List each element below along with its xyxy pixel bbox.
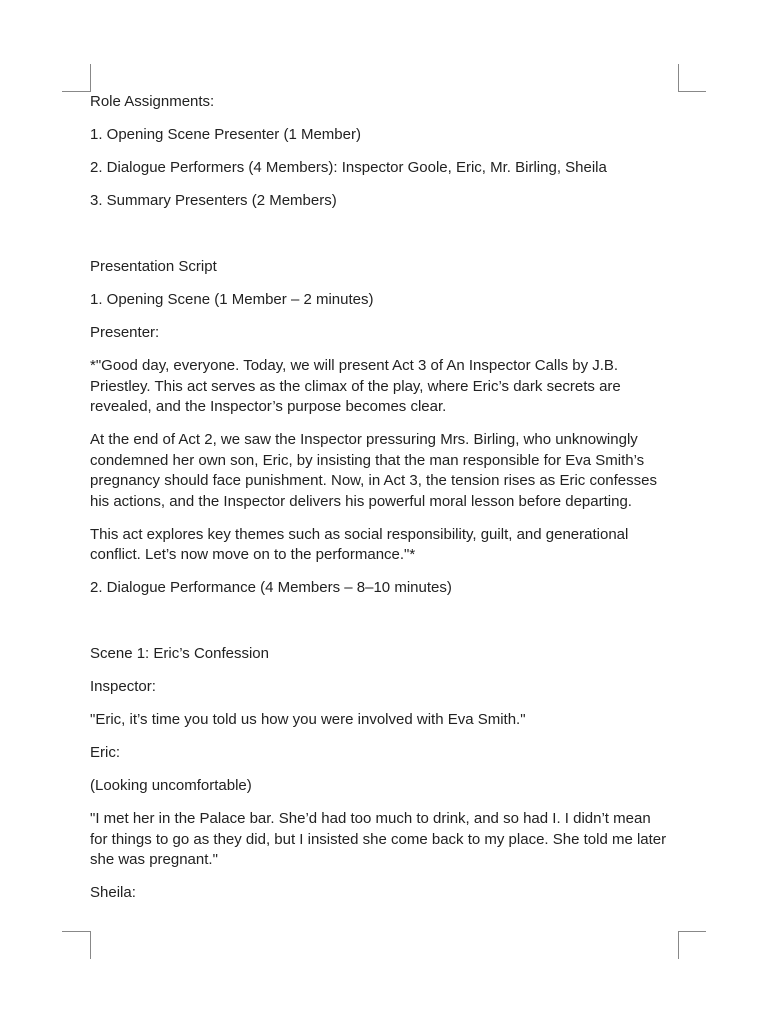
- paragraph: *"Good day, everyone. Today, we will present Act 3 of An Inspector Calls by J.B. Priestley. This act serves as the climax of the play, where Eric’s dark secrets are revealed, and the Inspector’s purpose becomes clear.: [90, 357, 621, 415]
- paragraph: 3. Summary Presenters (2 Members): [90, 192, 337, 209]
- paragraph: Role Assignments:: [90, 93, 215, 110]
- paragraph: Inspector:: [90, 678, 156, 695]
- paragraph: 2. Dialogue Performance (4 Members – 8–10 minutes): [90, 579, 452, 596]
- paragraph: Presentation Script: [90, 258, 217, 275]
- paragraph: 2. Dialogue Performers (4 Members): Inspector Goole, Eric, Mr. Birling, Sheila: [90, 159, 607, 176]
- paragraph: (Looking uncomfortable): [90, 777, 252, 794]
- paragraph: 1. Opening Scene Presenter (1 Member): [90, 126, 361, 143]
- paragraph: At the end of Act 2, we saw the Inspector pressuring Mrs. Birling, who unknowingly condemned her own son, Eric, by insisting that the man responsible for Eva Smith’s pregnancy should face punishment. Now, in Act 3, the tension rises as Eric confesses his actions, and the Inspector delivers his powerful moral lesson before departing.: [90, 431, 657, 510]
- paragraph: "Eric, it’s time you told us how you were involved with Eva Smith.": [90, 711, 526, 728]
- crop-mark-bottom-right-horizontal: [678, 931, 706, 932]
- crop-mark-bottom-left-vertical: [90, 931, 91, 959]
- crop-mark-top-left-vertical: [90, 64, 91, 92]
- paragraph: Sheila:: [90, 884, 136, 901]
- paragraph: "I met her in the Palace bar. She’d had too much to drink, and so had I. I didn’t mean for things to go as they did, but I insisted she come back to my place. She told me later she was pregnant.": [90, 810, 667, 868]
- blank-line: [90, 611, 670, 644]
- crop-mark-bottom-left-horizontal: [62, 931, 90, 932]
- paragraph: 1. Opening Scene (1 Member – 2 minutes): [90, 291, 374, 308]
- crop-mark-top-left-horizontal: [62, 91, 90, 92]
- paragraph: This act explores key themes such as social responsibility, guilt, and generational conflict. Let’s now move on to the performance."*: [90, 525, 629, 563]
- paragraph: Scene 1: Eric’s Confession: [90, 645, 269, 662]
- document-body: [90, 92, 670, 916]
- paragraph: Eric:: [90, 744, 120, 761]
- crop-mark-bottom-right-vertical: [678, 931, 679, 959]
- blank-line: [90, 224, 670, 257]
- crop-mark-top-right-horizontal: [678, 91, 706, 92]
- paragraph: Presenter:: [90, 324, 160, 341]
- crop-mark-top-right-vertical: [678, 64, 679, 92]
